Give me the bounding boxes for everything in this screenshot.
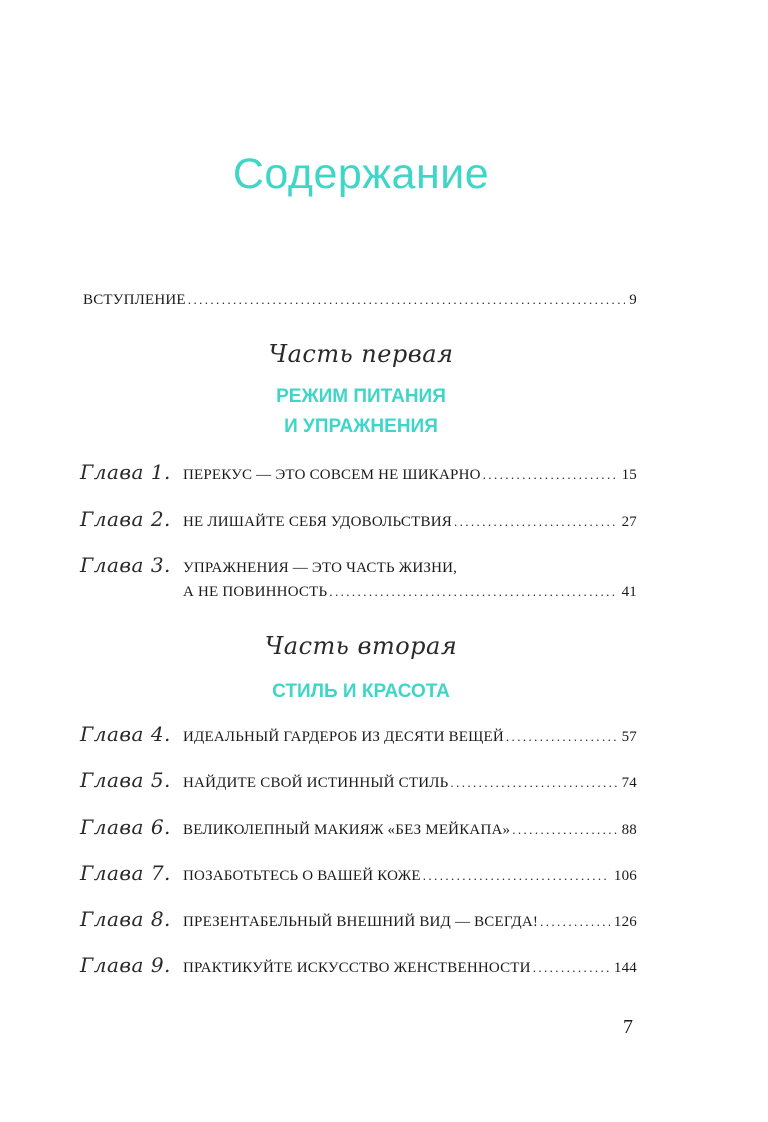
toc-entry-chapter-3[interactable]	[183, 584, 637, 601]
toc-entry-title: ВСТУПЛЕНИЕ	[83, 292, 186, 308]
chapter-label: Глава 4.	[80, 722, 171, 746]
toc-entry-chapter-4[interactable]	[183, 729, 637, 746]
chapter-label: Глава 6.	[80, 815, 171, 839]
dot-leader	[506, 729, 618, 745]
toc-entry-title: НЕ ЛИШАЙТЕ СЕБЯ УДОВОЛЬСТВИЯ	[183, 514, 452, 530]
toc-entry-chapter-7[interactable]	[183, 868, 637, 885]
chapter-label: Глава 3.	[80, 553, 171, 577]
toc-entry-chapter-6[interactable]	[183, 822, 637, 839]
chapter-label: Глава 7.	[80, 861, 171, 885]
toc-entry-chapter-1[interactable]	[183, 467, 637, 484]
dot-leader	[423, 868, 610, 884]
toc-entry-page: 144	[613, 960, 637, 976]
part-heading	[0, 382, 722, 442]
page-number: 7	[623, 1016, 633, 1038]
toc-entry-title: ПРАКТИКУЙТЕ ИСКУССТВО ЖЕНСТВЕННОСТИ	[183, 960, 531, 976]
dot-leader	[533, 960, 610, 976]
chapter-label: Глава 2.	[80, 507, 171, 531]
toc-entry-title: ИДЕАЛЬНЫЙ ГАРДЕРОБ ИЗ ДЕСЯТИ ВЕЩЕЙ	[183, 729, 504, 745]
part-heading-line: И УПРАЖНЕНИЯ	[284, 416, 438, 437]
toc-entry-title: НАЙДИТЕ СВОЙ ИСТИННЫЙ СТИЛЬ	[183, 775, 449, 791]
dot-leader	[450, 775, 617, 791]
dot-leader	[329, 584, 617, 600]
chapter-label: Глава 1.	[80, 460, 171, 484]
part-heading-line: РЕЖИМ ПИТАНИЯ	[276, 386, 446, 407]
part-heading-line: СТИЛЬ И КРАСОТА	[272, 681, 450, 702]
toc-entry-chapter-9[interactable]	[183, 960, 637, 977]
page-title: Содержание	[232, 150, 490, 198]
toc-entry-page: 15	[621, 467, 637, 483]
dot-leader	[483, 467, 618, 483]
dot-leader	[454, 514, 618, 530]
toc-entry-title: ПОЗАБОТЬТЕСЬ О ВАШЕЙ КОЖЕ	[183, 868, 421, 884]
toc-entry-page: 9	[629, 292, 637, 308]
toc-entry-intro[interactable]	[83, 292, 637, 309]
toc-entry-chapter-2[interactable]	[183, 514, 637, 531]
toc-entry-page: 126	[613, 914, 637, 930]
toc-entry-page: 106	[613, 868, 637, 884]
toc-entry-title: ПЕРЕКУС — ЭТО СОВСЕМ НЕ ШИКАРНО	[183, 467, 481, 483]
toc-entry-title-line[interactable]: УПРАЖНЕНИЯ — ЭТО ЧАСТЬ ЖИЗНИ,	[183, 560, 458, 576]
toc-entry-page: 57	[621, 729, 637, 745]
part-label: Часть первая	[268, 340, 454, 368]
toc-entry-chapter-5[interactable]	[183, 775, 637, 792]
toc-entry-chapter-8[interactable]	[183, 914, 637, 931]
toc-entry-page: 27	[621, 514, 637, 530]
toc-entry-title: ВЕЛИКОЛЕПНЫЙ МАКИЯЖ «БЕЗ МЕЙКАПА»	[183, 822, 511, 838]
toc-entry-page: 74	[621, 775, 637, 791]
chapter-label: Глава 9.	[80, 953, 171, 977]
toc-entry-title: ПРЕЗЕНТАБЕЛЬНЫЙ ВНЕШНИЙ ВИД — ВСЕГДА!	[183, 914, 539, 930]
part-label: Часть вторая	[264, 632, 458, 660]
toc-entry-page: 41	[621, 584, 637, 600]
part-heading	[0, 677, 722, 707]
toc-entry-title: А НЕ ПОВИННОСТЬ	[183, 584, 328, 600]
dot-leader	[540, 914, 610, 930]
toc-entry-page: 88	[621, 822, 637, 838]
dot-leader	[512, 822, 617, 838]
dot-leader	[188, 292, 626, 308]
chapter-label: Глава 8.	[80, 907, 171, 931]
chapter-label: Глава 5.	[80, 768, 171, 792]
